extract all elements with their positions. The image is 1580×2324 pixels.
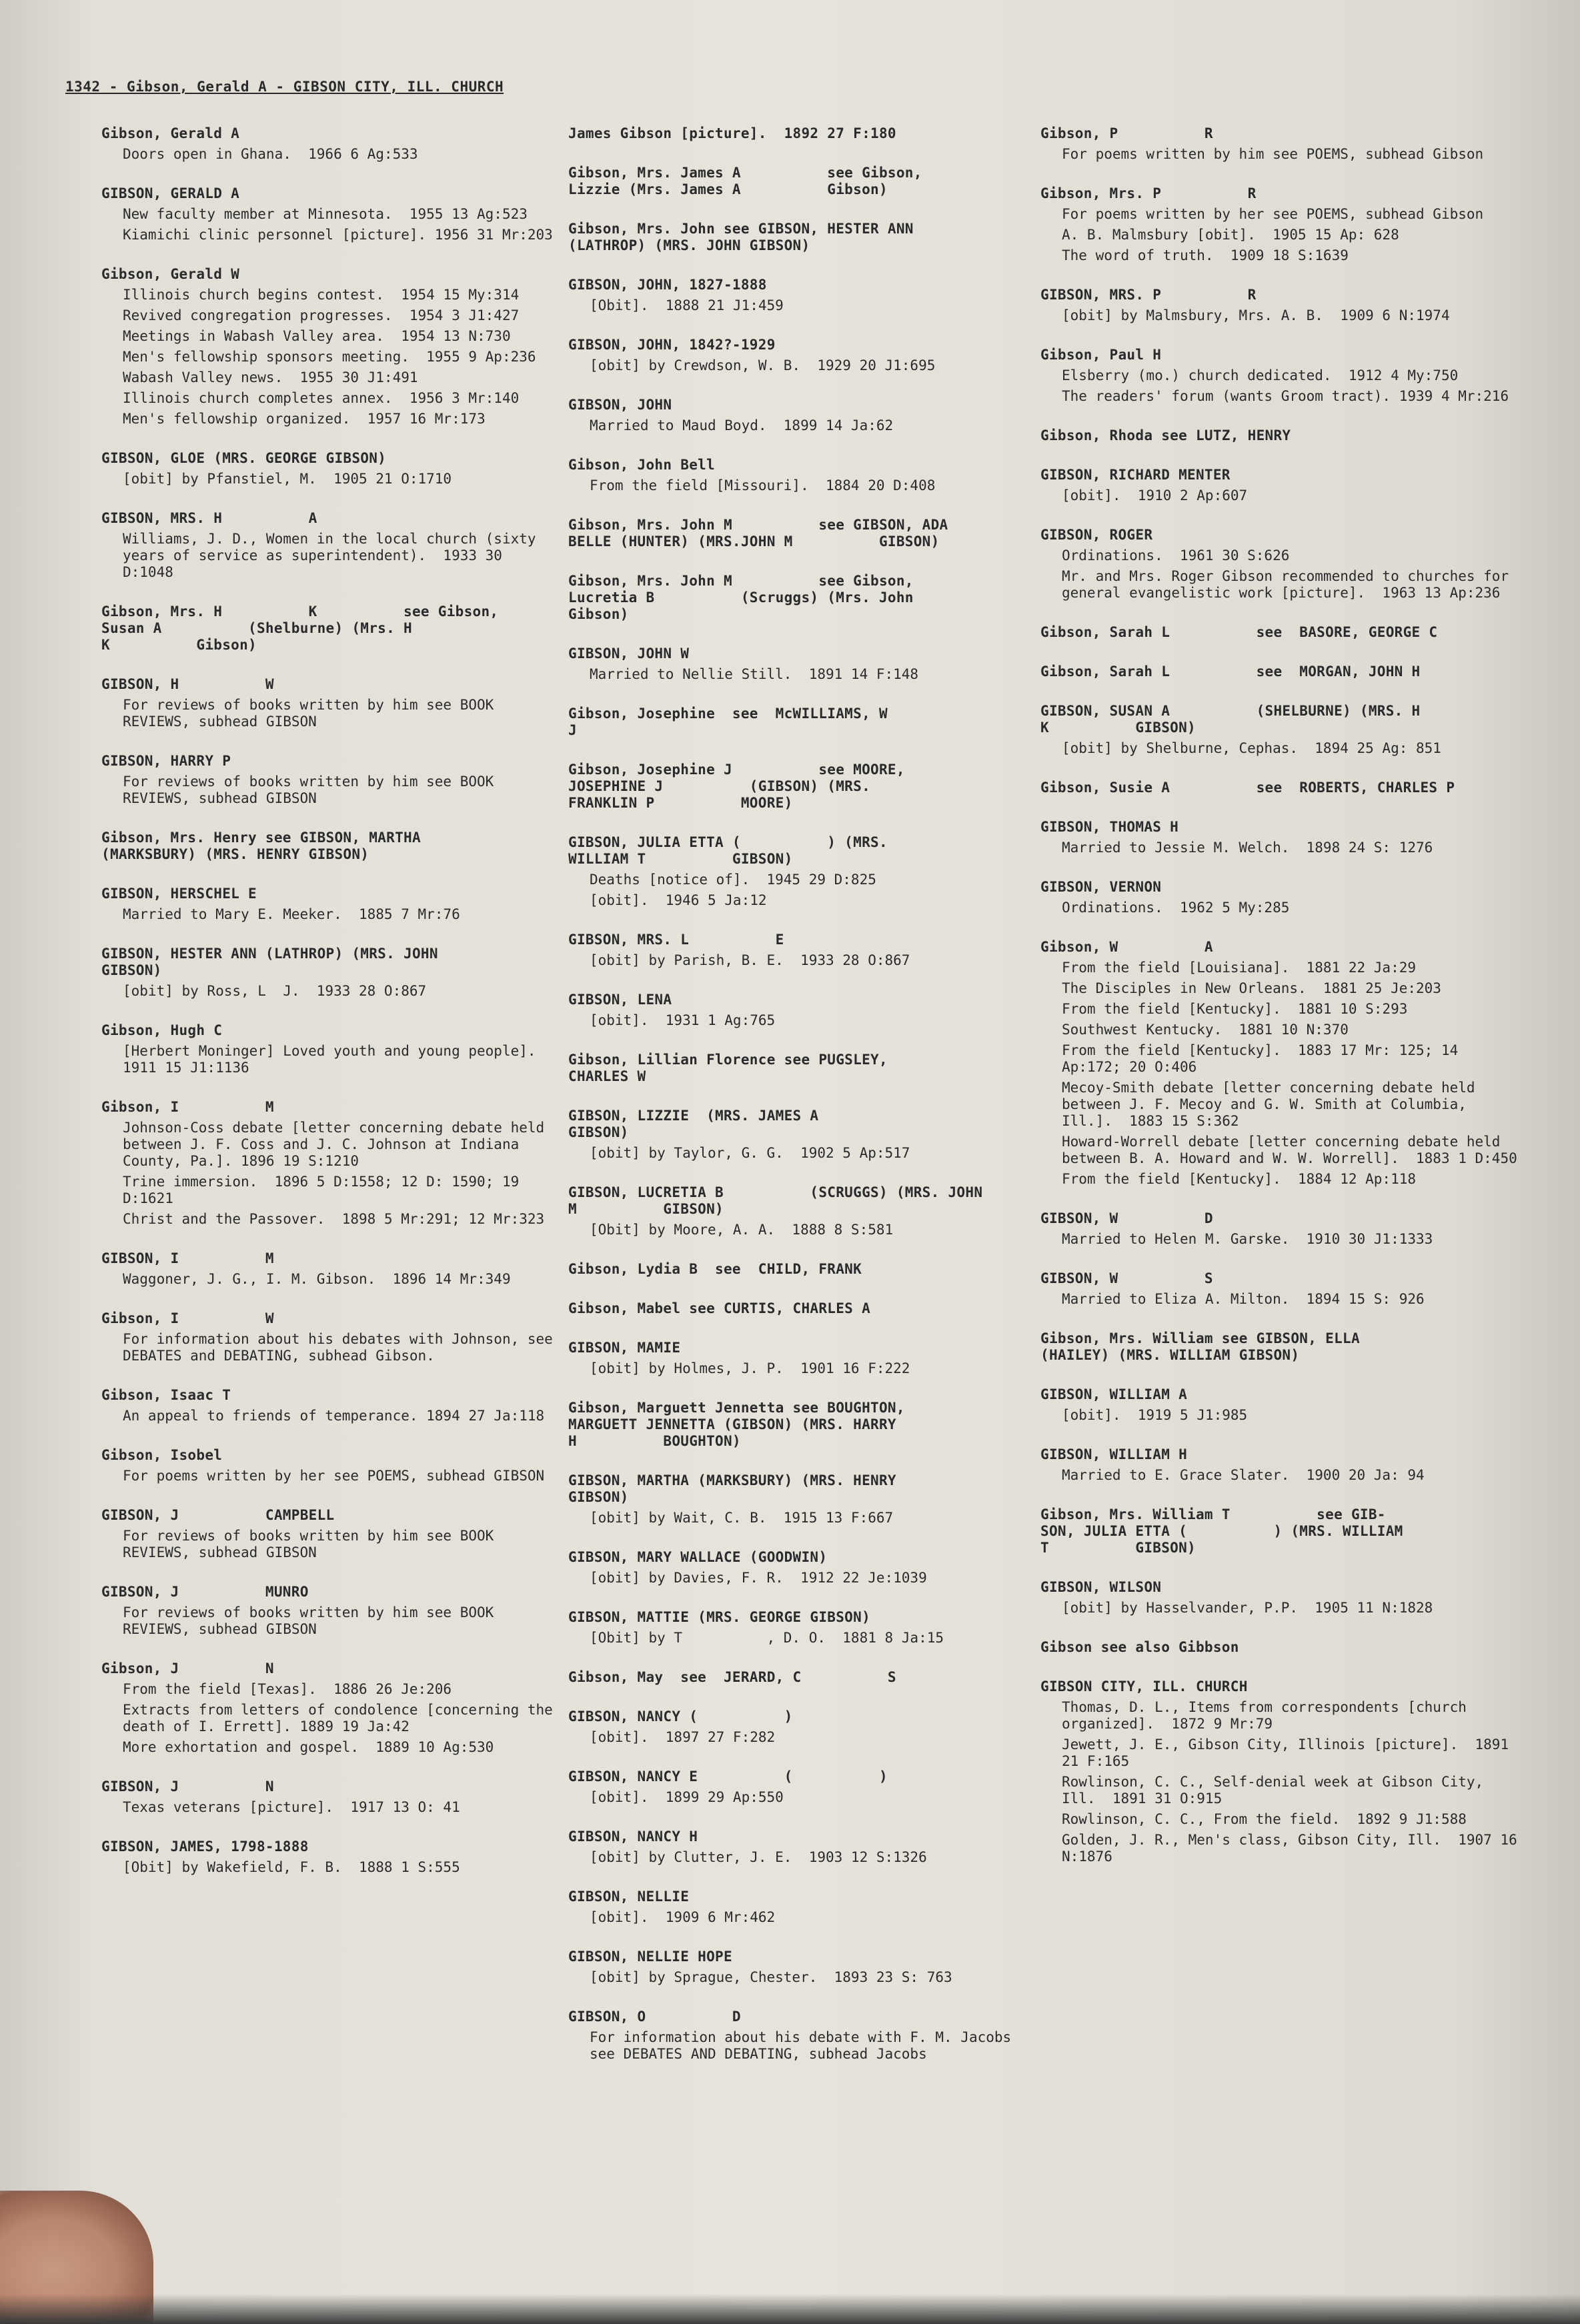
entry-citation: [obit]. 1946 5 Ja:12 <box>590 892 767 908</box>
entry-citation: Elsberry (mo.) church dedicated. 1912 4 My:750 <box>1062 367 1459 383</box>
entry-heading: GIBSON, THOMAS H <box>1040 819 1179 835</box>
index-entry <box>568 1400 1035 1450</box>
index-entry <box>568 1108 1035 1162</box>
entry-citation: Texas veterans [picture]. 1917 13 O: 41 <box>123 1799 460 1815</box>
entry-citation: Waggoner, J. G., I. M. Gibson. 1896 14 Mr:349 <box>123 1271 511 1287</box>
entry-citation: For reviews of books written by him see BOOK REVIEWS, subhead GIBSON <box>123 1528 502 1560</box>
entry-citation: For reviews of books written by him see BOOK REVIEWS, subhead GIBSON <box>123 774 502 806</box>
index-entry <box>1040 125 1521 163</box>
entry-citation: Married to Maud Boyd. 1899 14 Ja:62 <box>590 417 894 433</box>
entry-citation: Revived congregation progresses. 1954 3 J1:427 <box>123 307 520 323</box>
entry-heading: Gibson, Mrs. James A see Gibson, Lizzie (Mrs. James A Gibson) <box>568 165 922 197</box>
index-entry <box>101 886 555 923</box>
index-entry <box>568 1184 1035 1238</box>
entry-heading: GIBSON, ROGER <box>1040 527 1153 543</box>
entry-heading: GIBSON, LIZZIE (MRS. JAMES A GIBSON) <box>568 1108 819 1140</box>
entry-heading: GIBSON, MARTHA (MARKSBURY) (MRS. HENRY GIBSON) <box>568 1472 896 1505</box>
index-entry <box>101 1779 555 1816</box>
entry-citation: [Obit] by Wakefield, F. B. 1888 1 S:555 <box>123 1859 460 1875</box>
entry-heading: Gibson, J N <box>101 1660 274 1676</box>
entry-citation: Married to Helen M. Garske. 1910 30 J1:1333 <box>1062 1231 1433 1247</box>
entry-citation: [obit]. 1909 6 Mr:462 <box>590 1909 776 1925</box>
entry-citation: Illinois church completes annex. 1956 3 Mr:140 <box>123 390 520 406</box>
index-entry <box>1040 1270 1521 1308</box>
entry-citation: [obit] by Crewdson, W. B. 1929 20 J1:695 <box>590 357 936 373</box>
entry-heading: GIBSON, RICHARD MENTER <box>1040 467 1231 483</box>
index-entry <box>101 946 555 1000</box>
entry-citation: [obit] by Pfanstiel, M. 1905 21 O:1710 <box>123 471 452 487</box>
entry-heading: Gibson see also Gibbson <box>1040 1639 1239 1655</box>
index-entry <box>568 1769 1035 1806</box>
entry-citation: Wabash Valley news. 1955 30 J1:491 <box>123 369 418 385</box>
index-entry <box>1040 185 1521 264</box>
entry-citation: [obit]. 1931 1 Ag:765 <box>590 1012 776 1028</box>
entry-citation: Thomas, D. L., Items from correspondents [church organized]. 1872 9 Mr:79 <box>1062 1699 1475 1732</box>
entry-citation: [obit]. 1919 5 J1:985 <box>1062 1407 1248 1423</box>
index-entry <box>1040 703 1521 757</box>
entry-heading: GIBSON, MATTIE (MRS. GEORGE GIBSON) <box>568 1609 871 1625</box>
entry-citation: From the field [Kentucky]. 1884 12 Ap:118 <box>1062 1171 1417 1187</box>
index-entry <box>1040 1639 1521 1656</box>
entry-heading: Gibson, Isaac T <box>101 1387 231 1403</box>
entry-citation: For information about his debate with F. M. Jacobs see DEBATES AND DEBATING, subhead Jacobs <box>590 2029 1020 2062</box>
entry-citation: For information about his debates with Johnson, see DEBATES and DEBATING, subhead Gibson. <box>123 1331 562 1364</box>
entry-heading: Gibson, Mrs. H K see Gibson, Susan A (Shelburne) (Mrs. H K Gibson) <box>101 604 499 653</box>
entry-heading: GIBSON, JOHN, 1827-1888 <box>568 277 767 293</box>
index-entry <box>568 397 1035 434</box>
index-entry <box>1040 879 1521 916</box>
entry-citation: The Disciples in New Orleans. 1881 25 Je:203 <box>1062 980 1441 996</box>
entry-citation: From the field [Missouri]. 1884 20 D:408 <box>590 477 936 493</box>
entry-heading: Gibson, Susie A see ROBERTS, CHARLES P <box>1040 780 1455 796</box>
entry-citation: From the field [Kentucky]. 1883 17 Mr: 125; 14 Ap:172; 20 O:406 <box>1062 1042 1467 1075</box>
index-entry <box>568 1472 1035 1526</box>
index-entry <box>101 266 555 427</box>
index-entry <box>1040 664 1521 680</box>
entry-citation: Illinois church begins contest. 1954 15 My:314 <box>123 287 520 303</box>
entry-heading: Gibson, Lillian Florence see PUGSLEY, CHARLES W <box>568 1052 888 1084</box>
entry-citation: Married to Eliza A. Milton. 1894 15 S: 926 <box>1062 1291 1425 1307</box>
entry-heading: GIBSON, VERNON <box>1040 879 1162 895</box>
index-column-3 <box>1040 125 1526 1888</box>
index-entry <box>568 646 1035 683</box>
entry-citation: A. B. Malmsbury [obit]. 1905 15 Ap: 628 <box>1062 227 1399 243</box>
entry-citation: From the field [Texas]. 1886 26 Je:206 <box>123 1681 452 1697</box>
entry-citation: Trine immersion. 1896 5 D:1558; 12 D: 1590; 19 D:1621 <box>123 1174 528 1206</box>
index-entry <box>568 277 1035 314</box>
entry-heading: GIBSON, NELLIE HOPE <box>568 1949 732 1965</box>
entry-citation: Williams, J. D., Women in the local church (sixty years of service as superintendent). 1933 30 D:1048 <box>123 531 545 580</box>
entry-heading: GIBSON, NANCY H <box>568 1829 698 1845</box>
index-entry <box>1040 1506 1521 1556</box>
entry-citation: Rowlinson, C. C., From the field. 1892 9 J1:588 <box>1062 1811 1467 1827</box>
entry-citation: The word of truth. 1909 18 S:1639 <box>1062 247 1349 263</box>
entry-heading: Gibson, John Bell <box>568 457 716 473</box>
page-edge-shadow <box>0 2294 1580 2324</box>
entry-citation: [Obit]. 1888 21 J1:459 <box>590 297 784 313</box>
index-entry <box>101 1660 562 1756</box>
index-entry <box>101 185 555 243</box>
index-entry <box>1040 1579 1521 1616</box>
index-entry <box>568 517 1035 550</box>
entry-citation: Christ and the Passover. 1898 5 Mr:291; 12 Mr:323 <box>123 1211 545 1227</box>
index-entry <box>1040 624 1521 641</box>
entry-citation: Deaths [notice of]. 1945 29 D:825 <box>590 872 876 888</box>
index-entry <box>1040 780 1521 796</box>
entry-citation: From the field [Kentucky]. 1881 10 S:293 <box>1062 1001 1408 1017</box>
entry-citation: Married to Nellie Still. 1891 14 F:148 <box>590 666 919 682</box>
index-entry <box>568 457 1035 494</box>
index-entry <box>568 834 1035 909</box>
entry-heading: Gibson, P R <box>1040 125 1213 141</box>
entry-heading: GIBSON, WILSON <box>1040 1579 1162 1595</box>
entry-citation: [obit] by Parish, B. E. 1933 28 O:867 <box>590 952 910 968</box>
index-entry <box>101 1507 555 1561</box>
entry-heading: GIBSON, NANCY E ( ) <box>568 1769 888 1785</box>
index-entry <box>101 830 555 863</box>
index-entry <box>101 1584 555 1638</box>
entry-heading: Gibson, Gerald A <box>101 125 240 141</box>
entry-heading: Gibson, W A <box>1040 939 1213 955</box>
index-entry <box>568 125 1035 142</box>
index-entry <box>1040 939 1521 1188</box>
index-entry <box>568 1829 1035 1866</box>
index-entry <box>101 1447 555 1484</box>
entry-heading: GIBSON, H W <box>101 676 274 692</box>
index-entry <box>101 604 555 654</box>
entry-citation: Married to Jessie M. Welch. 1898 24 S: 1276 <box>1062 840 1433 856</box>
entry-citation: [Obit] by Moore, A. A. 1888 8 S:581 <box>590 1222 894 1238</box>
entry-heading: GIBSON, WILLIAM A <box>1040 1386 1188 1402</box>
entry-heading: GIBSON, HARRY P <box>101 753 231 769</box>
entry-citation: Golden, J. R., Men's class, Gibson City, Ill. 1907 16 N:1876 <box>1062 1832 1526 1865</box>
entry-heading: Gibson, Isobel <box>101 1447 223 1463</box>
entry-citation: [Obit] by T , D. O. 1881 8 Ja:15 <box>590 1630 944 1646</box>
entry-citation: From the field [Louisiana]. 1881 22 Ja:29 <box>1062 960 1417 976</box>
index-entry <box>1040 1210 1521 1248</box>
entry-heading: GIBSON, I M <box>101 1250 274 1266</box>
entry-citation: [obit]. 1899 29 Ap:550 <box>590 1789 784 1805</box>
entry-heading: GIBSON, J CAMPBELL <box>101 1507 335 1523</box>
index-entry <box>568 1261 1035 1278</box>
entry-citation: More exhortation and gospel. 1889 10 Ag:530 <box>123 1739 494 1755</box>
entry-heading: Gibson, Paul H <box>1040 347 1162 363</box>
entry-heading: Gibson, Lydia B see CHILD, FRANK <box>568 1261 862 1277</box>
entry-heading: Gibson, Gerald W <box>101 266 240 282</box>
index-entry <box>1040 527 1521 602</box>
entry-heading: Gibson, Sarah L see MORGAN, JOHN H <box>1040 664 1421 680</box>
entry-heading: GIBSON, O D <box>568 2009 741 2025</box>
entry-heading: GIBSON, HERSCHEL E <box>101 886 257 902</box>
index-column-2 <box>568 125 1035 2085</box>
entry-heading: Gibson, I M <box>101 1099 274 1115</box>
entry-citation: [obit]. 1910 2 Ap:607 <box>1062 487 1248 503</box>
entry-heading: Gibson, Mrs. William T see GIB- SON, JULIA ETTA ( ) (MRS. WILLIAM T GIBSON) <box>1040 1506 1403 1556</box>
index-entry <box>1040 819 1521 856</box>
index-entry <box>1040 467 1521 504</box>
index-entry <box>568 762 1035 812</box>
entry-citation: [obit] by Sprague, Chester. 1893 23 S: 763 <box>590 1969 952 1985</box>
index-entry <box>568 992 1035 1029</box>
index-entry <box>568 1300 1035 1317</box>
index-entry <box>101 1839 555 1876</box>
entry-citation: Married to Mary E. Meeker. 1885 7 Mr:76 <box>123 906 460 922</box>
index-entry <box>1040 1678 1526 1865</box>
entry-heading: Gibson, Josephine see McWILLIAMS, W J <box>568 706 888 738</box>
entry-heading: GIBSON, MRS. L E <box>568 932 784 948</box>
entry-heading: Gibson, May see JERARD, C S <box>568 1669 896 1685</box>
index-entry <box>101 1250 555 1288</box>
entry-heading: Gibson, Mrs. John M see Gibson, Lucretia B (Scruggs) (Mrs. John Gibson) <box>568 573 914 622</box>
index-entry <box>101 1310 562 1364</box>
entry-heading: GIBSON, GERALD A <box>101 185 240 201</box>
index-entry <box>101 125 555 163</box>
entry-heading: GIBSON, GLOE (MRS. GEORGE GIBSON) <box>101 450 387 466</box>
index-entry <box>568 1669 1035 1686</box>
entry-citation: [obit]. 1897 27 F:282 <box>590 1729 776 1745</box>
index-entry <box>101 450 555 487</box>
entry-citation: Doors open in Ghana. 1966 6 Ag:533 <box>123 146 418 162</box>
index-entry <box>101 510 555 581</box>
entry-heading: Gibson, Mabel see CURTIS, CHARLES A <box>568 1300 871 1316</box>
entry-citation: Kiamichi clinic personnel [picture]. 1956 31 Mr:203 <box>123 227 553 243</box>
entry-citation: Meetings in Wabash Valley area. 1954 13 N:730 <box>123 328 511 344</box>
entry-heading: GIBSON CITY, ILL. CHURCH <box>1040 1678 1248 1694</box>
entry-citation: Mecoy-Smith debate [letter concerning debate held between J. F. Mecoy and G. W. Smith at Columbia, Ill.]. 1883 15 S:362 <box>1062 1080 1484 1129</box>
index-entry <box>568 1609 1035 1646</box>
entry-citation: Extracts from letters of condolence [concerning the death of I. Errett]. 1889 19 Ja:42 <box>123 1702 562 1734</box>
index-entry <box>1040 427 1521 444</box>
index-column-1 <box>101 125 562 1899</box>
index-entry <box>568 1889 1035 1926</box>
entry-heading: GIBSON, MRS. H A <box>101 510 317 526</box>
index-entry <box>101 1387 555 1424</box>
entry-heading: Gibson, Mrs. William see GIBSON, ELLA (HAILEY) (MRS. WILLIAM GIBSON) <box>1040 1330 1360 1363</box>
index-entry <box>568 1052 1035 1085</box>
index-entry <box>568 2009 1035 2063</box>
index-entry <box>568 932 1035 969</box>
index-entry <box>1040 287 1521 324</box>
entry-heading: GIBSON, JOHN W <box>568 646 690 662</box>
entry-citation: For poems written by her see POEMS, subhead GIBSON <box>123 1468 545 1484</box>
entry-citation: Men's fellowship organized. 1957 16 Mr:173 <box>123 411 486 427</box>
index-entry <box>568 706 1035 739</box>
entry-heading: GIBSON, MRS. P R <box>1040 287 1257 303</box>
entry-citation: [obit] by Shelburne, Cephas. 1894 25 Ag: 851 <box>1062 740 1441 756</box>
index-entry <box>1040 1386 1521 1424</box>
index-entry <box>568 337 1035 374</box>
entry-citation: Rowlinson, C. C., Self-denial week at Gibson City, Ill. 1891 31 O:915 <box>1062 1774 1492 1807</box>
index-entry <box>1040 1446 1521 1484</box>
entry-heading: Gibson, Hugh C <box>101 1022 223 1038</box>
entry-citation: New faculty member at Minnesota. 1955 13 Ag:523 <box>123 206 528 222</box>
entry-heading: Gibson, Marguett Jennetta see BOUGHTON, MARGUETT JENNETTA (GIBSON) (MRS. HARRY H BOUGHTON) <box>568 1400 905 1449</box>
entry-heading: GIBSON, NELLIE <box>568 1889 690 1905</box>
entry-heading: James Gibson [picture]. 1892 27 F:180 <box>568 125 896 141</box>
entry-citation: Ordinations. 1962 5 My:285 <box>1062 900 1290 916</box>
entry-heading: Gibson, Mrs. John see GIBSON, HESTER ANN (LATHROP) (MRS. JOHN GIBSON) <box>568 221 914 253</box>
entry-heading: Gibson, Mrs. Henry see GIBSON, MARTHA (MARKSBURY) (MRS. HENRY GIBSON) <box>101 830 421 862</box>
entry-citation: [obit] by Wait, C. B. 1915 13 F:667 <box>590 1510 894 1526</box>
entry-heading: GIBSON, HESTER ANN (LATHROP) (MRS. JOHN GIBSON) <box>101 946 438 978</box>
entry-citation: [obit] by Taylor, G. G. 1902 5 Ap:517 <box>590 1145 910 1161</box>
entry-citation: Mr. and Mrs. Roger Gibson recommended to churches for general evangelistic work [picture]. 1963 13 Ap:236 <box>1062 568 1517 601</box>
entry-heading: GIBSON, NANCY ( ) <box>568 1708 793 1724</box>
index-entry <box>568 165 1035 198</box>
index-entry <box>568 1549 1035 1586</box>
entry-heading: GIBSON, LENA <box>568 992 672 1008</box>
entry-citation: [obit] by Holmes, J. P. 1901 16 F:222 <box>590 1360 910 1376</box>
index-entry <box>101 753 555 807</box>
entry-heading: Gibson, Mrs. P R <box>1040 185 1257 201</box>
entry-heading: GIBSON, LUCRETIA B (SCRUGGS) (MRS. JOHN M GIBSON) <box>568 1184 983 1217</box>
entry-citation: Married to E. Grace Slater. 1900 20 Ja: 94 <box>1062 1467 1425 1483</box>
entry-heading: GIBSON, MAMIE <box>568 1340 681 1356</box>
index-entry <box>568 573 1035 623</box>
entry-heading: Gibson, Mrs. John M see GIBSON, ADA BELLE (HUNTER) (MRS.JOHN M GIBSON) <box>568 517 948 549</box>
entry-citation: An appeal to friends of temperance. 1894 27 Ja:118 <box>123 1408 545 1424</box>
entry-citation: For reviews of books written by him see BOOK REVIEWS, subhead GIBSON <box>123 1604 502 1637</box>
entry-citation: Jewett, J. E., Gibson City, Illinois [picture]. 1891 21 F:165 <box>1062 1736 1517 1769</box>
entry-heading: Gibson, I W <box>101 1310 274 1326</box>
entry-citation: For poems written by her see POEMS, subhead Gibson <box>1062 206 1484 222</box>
entry-heading: Gibson, Josephine J see MOORE, JOSEPHINE J (GIBSON) (MRS. FRANKLIN P MOORE) <box>568 762 905 811</box>
entry-heading: GIBSON, JAMES, 1798-1888 <box>101 1839 309 1855</box>
entry-citation: [obit] by Hasselvander, P.P. 1905 11 N:1828 <box>1062 1600 1433 1616</box>
entry-citation: Southwest Kentucky. 1881 10 N:370 <box>1062 1022 1349 1038</box>
entry-heading: GIBSON, W D <box>1040 1210 1213 1226</box>
entry-heading: GIBSON, MARY WALLACE (GOODWIN) <box>568 1549 828 1565</box>
entry-citation: For poems written by him see POEMS, subhead Gibson <box>1062 146 1484 162</box>
index-entry <box>1040 1330 1521 1364</box>
entry-heading: Gibson, Sarah L see BASORE, GEORGE C <box>1040 624 1438 640</box>
entry-citation: The readers' forum (wants Groom tract). 1939 4 Mr:216 <box>1062 388 1509 404</box>
index-entry <box>568 221 1035 254</box>
entry-citation: [Herbert Moninger] Loved youth and young people]. 1911 15 J1:1136 <box>123 1043 553 1076</box>
entry-citation: [obit] by Davies, F. R. 1912 22 Je:1039 <box>590 1570 927 1586</box>
index-entry <box>101 1099 555 1228</box>
entry-heading: GIBSON, J MUNRO <box>101 1584 309 1600</box>
entry-citation: [obit] by Ross, L J. 1933 28 O:867 <box>123 983 427 999</box>
entry-citation: Men's fellowship sponsors meeting. 1955 9 Ap:236 <box>123 349 536 365</box>
entry-heading: GIBSON, W S <box>1040 1270 1213 1286</box>
entry-heading: GIBSON, JOHN <box>568 397 672 413</box>
entry-citation: Ordinations. 1961 30 S:626 <box>1062 547 1290 563</box>
index-entry <box>568 1949 1035 1986</box>
entry-heading: GIBSON, J N <box>101 1779 274 1795</box>
index-entry <box>101 676 555 730</box>
entry-citation: Johnson-Coss debate [letter concerning debate held between J. F. Coss and J. C. Johnson at Indiana County, Pa.]. 1896 19 S:1210 <box>123 1120 553 1169</box>
entry-heading: GIBSON, SUSAN A (SHELBURNE) (MRS. H K GIBSON) <box>1040 703 1421 736</box>
index-entry <box>1040 347 1521 405</box>
index-entry <box>101 1022 555 1076</box>
entry-heading: GIBSON, JULIA ETTA ( ) (MRS. WILLIAM T GIBSON) <box>568 834 888 867</box>
index-entry <box>568 1708 1035 1746</box>
entry-citation: [obit] by Malmsbury, Mrs. A. B. 1909 6 N:1974 <box>1062 307 1450 323</box>
entry-heading: GIBSON, JOHN, 1842?-1929 <box>568 337 776 353</box>
running-head: 1342 - Gibson, Gerald A - GIBSON CITY, ILL. CHURCH <box>65 79 504 95</box>
entry-heading: Gibson, Rhoda see LUTZ, HENRY <box>1040 427 1291 443</box>
entry-citation: [obit] by Clutter, J. E. 1903 12 S:1326 <box>590 1849 927 1865</box>
index-entry <box>568 1340 1035 1377</box>
entry-citation: Howard-Worrell debate [letter concerning debate held between B. A. Howard and W. W. Worrell]. 1883 1 D:450 <box>1062 1134 1517 1166</box>
entry-heading: GIBSON, WILLIAM H <box>1040 1446 1188 1462</box>
entry-citation: For reviews of books written by him see BOOK REVIEWS, subhead GIBSON <box>123 697 502 730</box>
